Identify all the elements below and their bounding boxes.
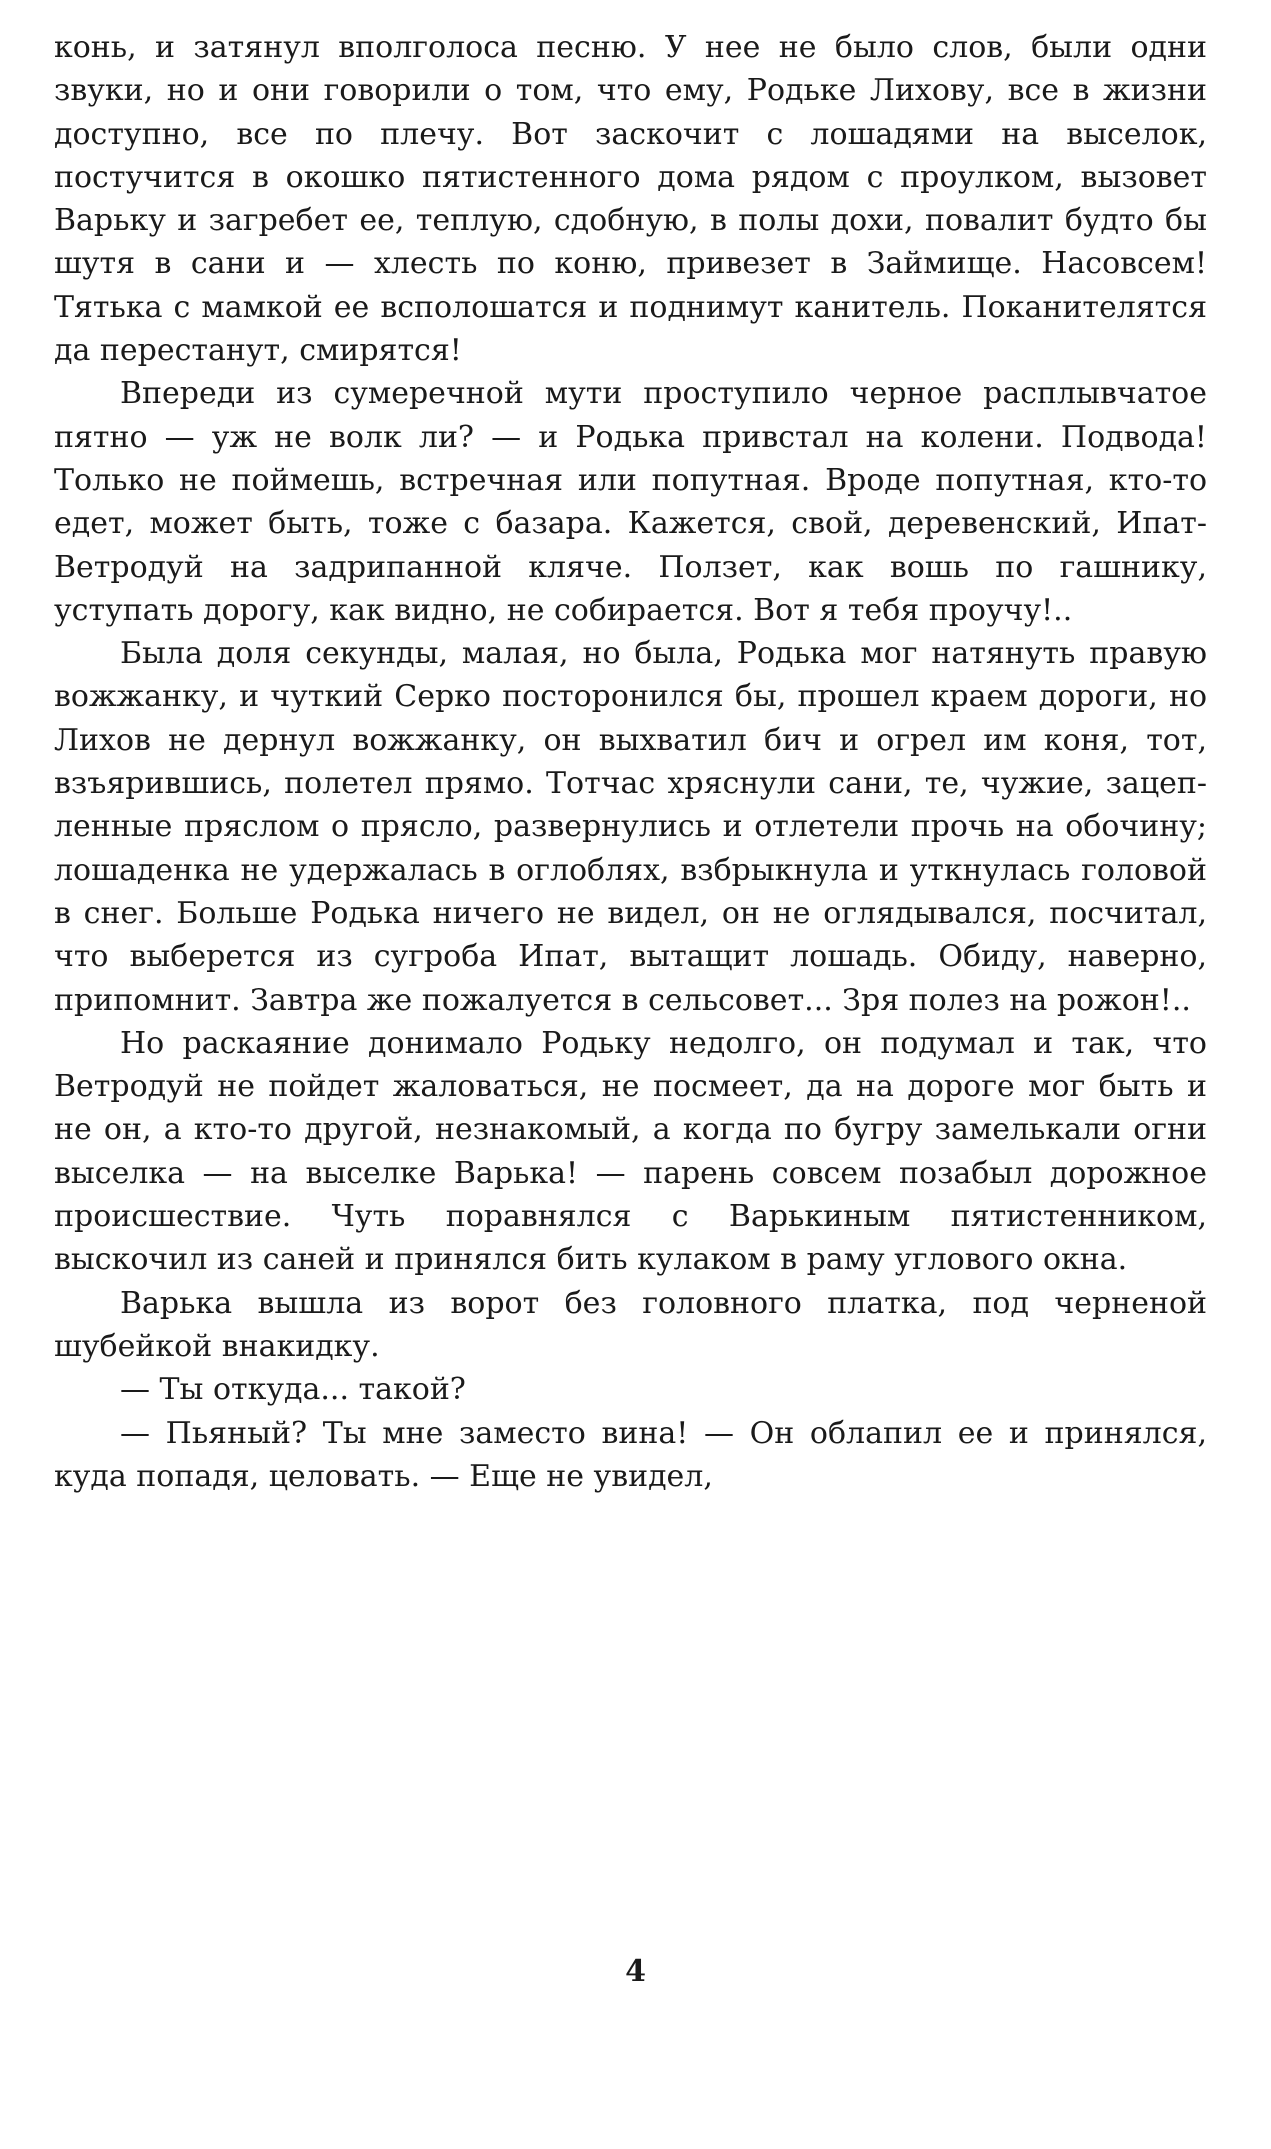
paragraph-4: Но раскаяние донимало Родьку недолго, он подумал и так, что Ветродуй не пойдет жаловаться, не посмеет, да на дороге мог быть и не он, а кто-то другой, незнакомый, а когда по бугру замелькали огни выселка — на выселке Варька! — парень совсем позабыл дорожное происшествие. Чуть поравнялся с Варькиным пятистенником, выскочил из саней и принялся бить кулаком в раму углового окна. <box>54 1025 1207 1278</box>
paragraph-2: Впереди из сумеречной мути проступило черное расплывчатое пятно — уж не волк ли? — и Родька привстал на колени. Подвода! Только не поймешь, встречная или попутная. Вроде попутная, кто-то едет, может быть, тоже с базара. Кажется, свой, деревенский, Ипат-Ветродуй на задрипанной кляче. Ползет, как вошь по гашнику, уступать дорогу, как видно, не собирается. Вот я тебя проучу!.. <box>54 376 1207 628</box>
page-number: 4 <box>625 1954 646 1989</box>
paragraph-5: Варька вышла из ворот без головного платка, под черненой шубейкой внакидку. <box>54 1285 1207 1364</box>
paragraph-3: Была доля секунды, малая, но была, Родька мог натянуть правую вожжанку, и чуткий Серко посторонился бы, прошел краем дороги, но Лихов не дернул вожжанку, он выхватил бич и огрел им коня, тот, взъярившись, полетел прямо. Тотчас хряснули сани, те, чужие, зацепленные пряслом о прясло, развернулись и отлетели прочь на обочину; лошаденка не удержалась в оглоблях, взбрыкнула и уткнулась головой в снег. Больше Родька ничего не видел, он не оглядывался, посчитал, что выберется из сугроба Ипат, вытащит лошадь. Обиду, наверно, припомнит. Завтра же пожалуется в сельсовет... Зря полез на рожон!.. <box>54 636 1207 1018</box>
body-text <box>54 26 1207 1498</box>
dialogue-line-1: — Ты откуда... такой? <box>120 1372 466 1408</box>
dialogue-line-2: — Пьяный? Ты мне заместо вина! — Он облапил ее и принялся, куда попадя, целовать. — Еще не увидел, <box>54 1415 1207 1494</box>
paragraph-1: конь, и затянул вполголоса песню. У нее не было слов, были одни звуки, но и они говорили о том, что ему, Родьке Лихову, все в жизни доступно, все по плечу. Вот заскочит с лошадями на выселок, постучится в окошко пятистенного дома рядом с проулком, вызовет Варьку и загребет ее, теплую, сдобную, в полы дохи, повалит будто бы шутя в сани и — хлесть по коню, привезет в Займище. Насовсем! Тятька с мамкой ее всполошатся и поднимут канитель. Поканителятся да перестанут, смирятся! <box>54 30 1207 369</box>
